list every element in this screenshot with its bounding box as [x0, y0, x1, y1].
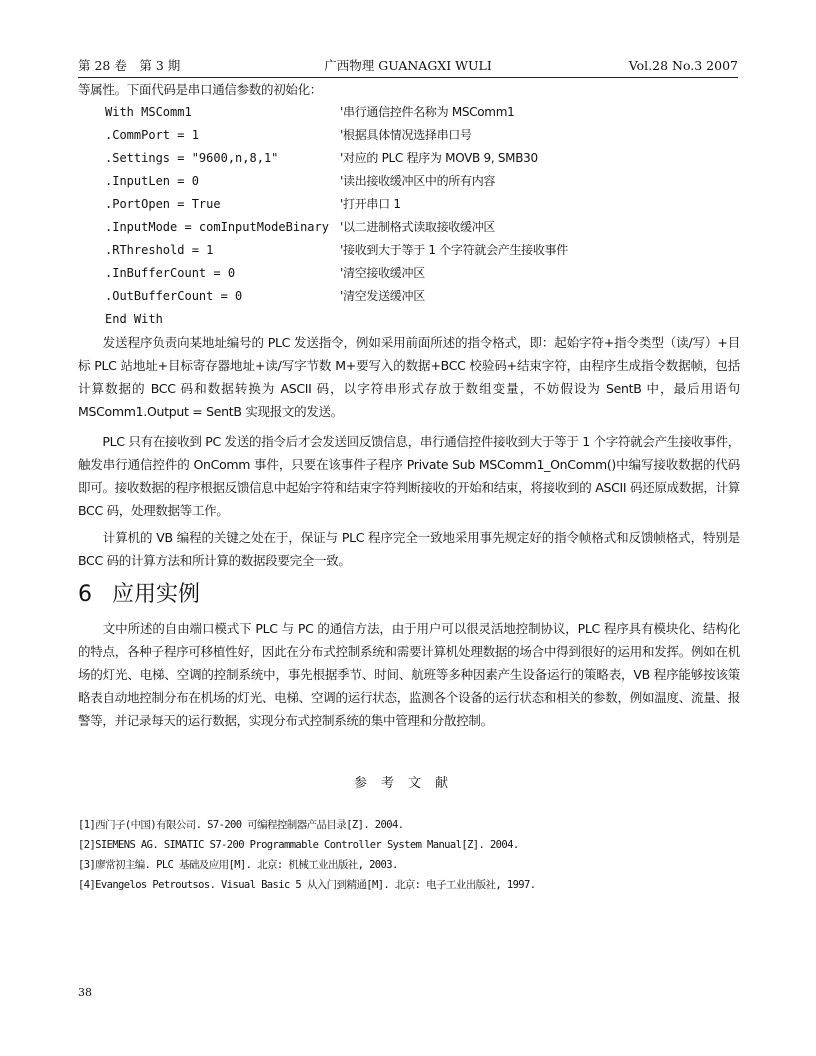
code-statement: .InputMode = comInputModeBinary: [105, 220, 329, 234]
references-title: 参考文献: [353, 776, 462, 791]
references-list: [78, 815, 740, 895]
code-comment: '接收到大于等于 1 个字符就会产生接收事件: [340, 243, 568, 257]
section-heading: [78, 578, 200, 612]
header-vol-no-year: Vol.28 No.3 2007: [628, 58, 738, 73]
code-line: [78, 216, 740, 239]
paragraph-receive-program: PLC 只有在接收到 PC 发送的指令后才会发送回反馈信息，串行通信控件接收到大于等于 1 个字符就会产生接收事件，触发串行通信控件的 OnComm 事件，只要在该事件子程序 Private Sub MSComm1_OnComm()中编写接收数据的代码即可。接收数据的程序根据反馈信息中起始字符和结束字符判断接收的开始和结束，将接收到的 ASCII 码还原成数据，计算 BCC 码，处理数据等工作。: [78, 434, 740, 518]
code-statement: .CommPort = 1: [105, 128, 199, 142]
reference-item: [3]廖常初主编. PLC 基础及应用[M]. 北京: 机械工业出版社, 2003.: [78, 859, 398, 871]
paragraph-vb-key-points: 计算机的 VB 编程的关键之处在于，保证与 PLC 程序完全一致地采用事先规定好的指令帧格式和反馈帧格式，特别是 BCC 码的计算方法和所计算的数据段要完全一致。: [78, 530, 740, 568]
code-line: [78, 308, 740, 331]
code-statement: .RThreshold = 1: [105, 243, 214, 257]
code-comment: '读出接收缓冲区中的所有内容: [340, 174, 496, 188]
code-line: [78, 101, 740, 124]
code-comment: '对应的 PLC 程序为 MOVB 9, SMB30: [340, 151, 538, 165]
code-block: [78, 101, 740, 331]
paragraph-application: 文中所述的自由端口模式下 PLC 与 PC 的通信方法，由于用户可以很灵活地控制协议，PLC 程序具有模块化、结构化的特点，各种子程序可移植性好，因此在分布式控制系统和需要计算机处理数据的场合中得到很好的运用和发挥。例如在机场的灯光、电梯、空调的控制系统中，事先根据季节、时间、航班等多种因素产生设备运行的策略表，VB 程序能够按该策略表自动地控制分布在机场的灯光、电梯、空调的运行状态，监测各个设备的运行状态和相关的参数，例如温度、流量、报警等，并记录每天的运行数据，实现分布式控制系统的集中管理和分散控制。: [78, 621, 740, 728]
code-comment: '以二进制格式读取接收缓冲区: [340, 220, 496, 234]
code-line: [78, 262, 740, 285]
code-comment: '清空接收缓冲区: [340, 266, 425, 280]
reference-item: [2]SIEMENS AG. SIMATIC S7-200 Programmable Controller System Manual[Z]. 2004.: [78, 839, 519, 851]
code-statement: With MSComm1: [105, 105, 192, 119]
code-statement: .PortOpen = True: [105, 197, 221, 211]
code-line: [78, 147, 740, 170]
reference-item: [4]Evangelos Petroutsos. Visual Basic 5 从入门到精通[M]. 北京: 电子工业出版社, 1997.: [78, 879, 536, 891]
code-line: [78, 239, 740, 262]
code-statement: .Settings = "9600,n,8,1": [105, 151, 279, 165]
page-number: 38: [78, 986, 92, 999]
code-statement: .InBufferCount = 0: [105, 266, 236, 280]
code-comment: '打开串口 1: [340, 197, 401, 211]
paragraph-send-program: 发送程序负责向某地址编号的 PLC 发送指令，例如采用前面所述的指令格式，即：起始字符+指令类型（读/写）+目标 PLC 站地址+目标寄存器地址+读/写字节数 M+要写入的数据+BCC 校验码+结束字符，由程序生成指令数据帧，包括计算数据的 BCC 码和数据转换为 ASCII 码，以字符串形式存放于数组变量，不妨假设为 SentB 中，最后用语句 MSComm1.Output = SentB 实现报文的发送。: [78, 335, 740, 419]
code-comment: '根据具体情况选择串口号: [340, 128, 472, 142]
code-statement: .InputLen = 0: [105, 174, 199, 188]
section-number: 6: [78, 582, 92, 607]
section-title: 应用实例: [112, 582, 201, 607]
code-line: [78, 193, 740, 216]
header-volume-issue: 第 28 卷 第 3 期: [78, 58, 181, 73]
code-statement: End With: [105, 312, 163, 326]
code-comment: '串行通信控件名称为 MSComm1: [340, 105, 515, 119]
running-header: [78, 57, 738, 75]
reference-item: [1]西门子(中国)有限公司. S7-200 可编程控制器产品目录[Z]. 2004.: [78, 819, 404, 831]
code-line: [78, 170, 740, 193]
intro-line: 等属性。下面代码是串口通信参数的初始化：: [78, 82, 323, 97]
code-comment: '清空发送缓冲区: [340, 289, 425, 303]
header-journal-name: 广西物理 GUANAGXI WULI: [324, 58, 492, 73]
code-statement: .OutBufferCount = 0: [105, 289, 243, 303]
code-line: [78, 285, 740, 308]
code-line: [78, 124, 740, 147]
